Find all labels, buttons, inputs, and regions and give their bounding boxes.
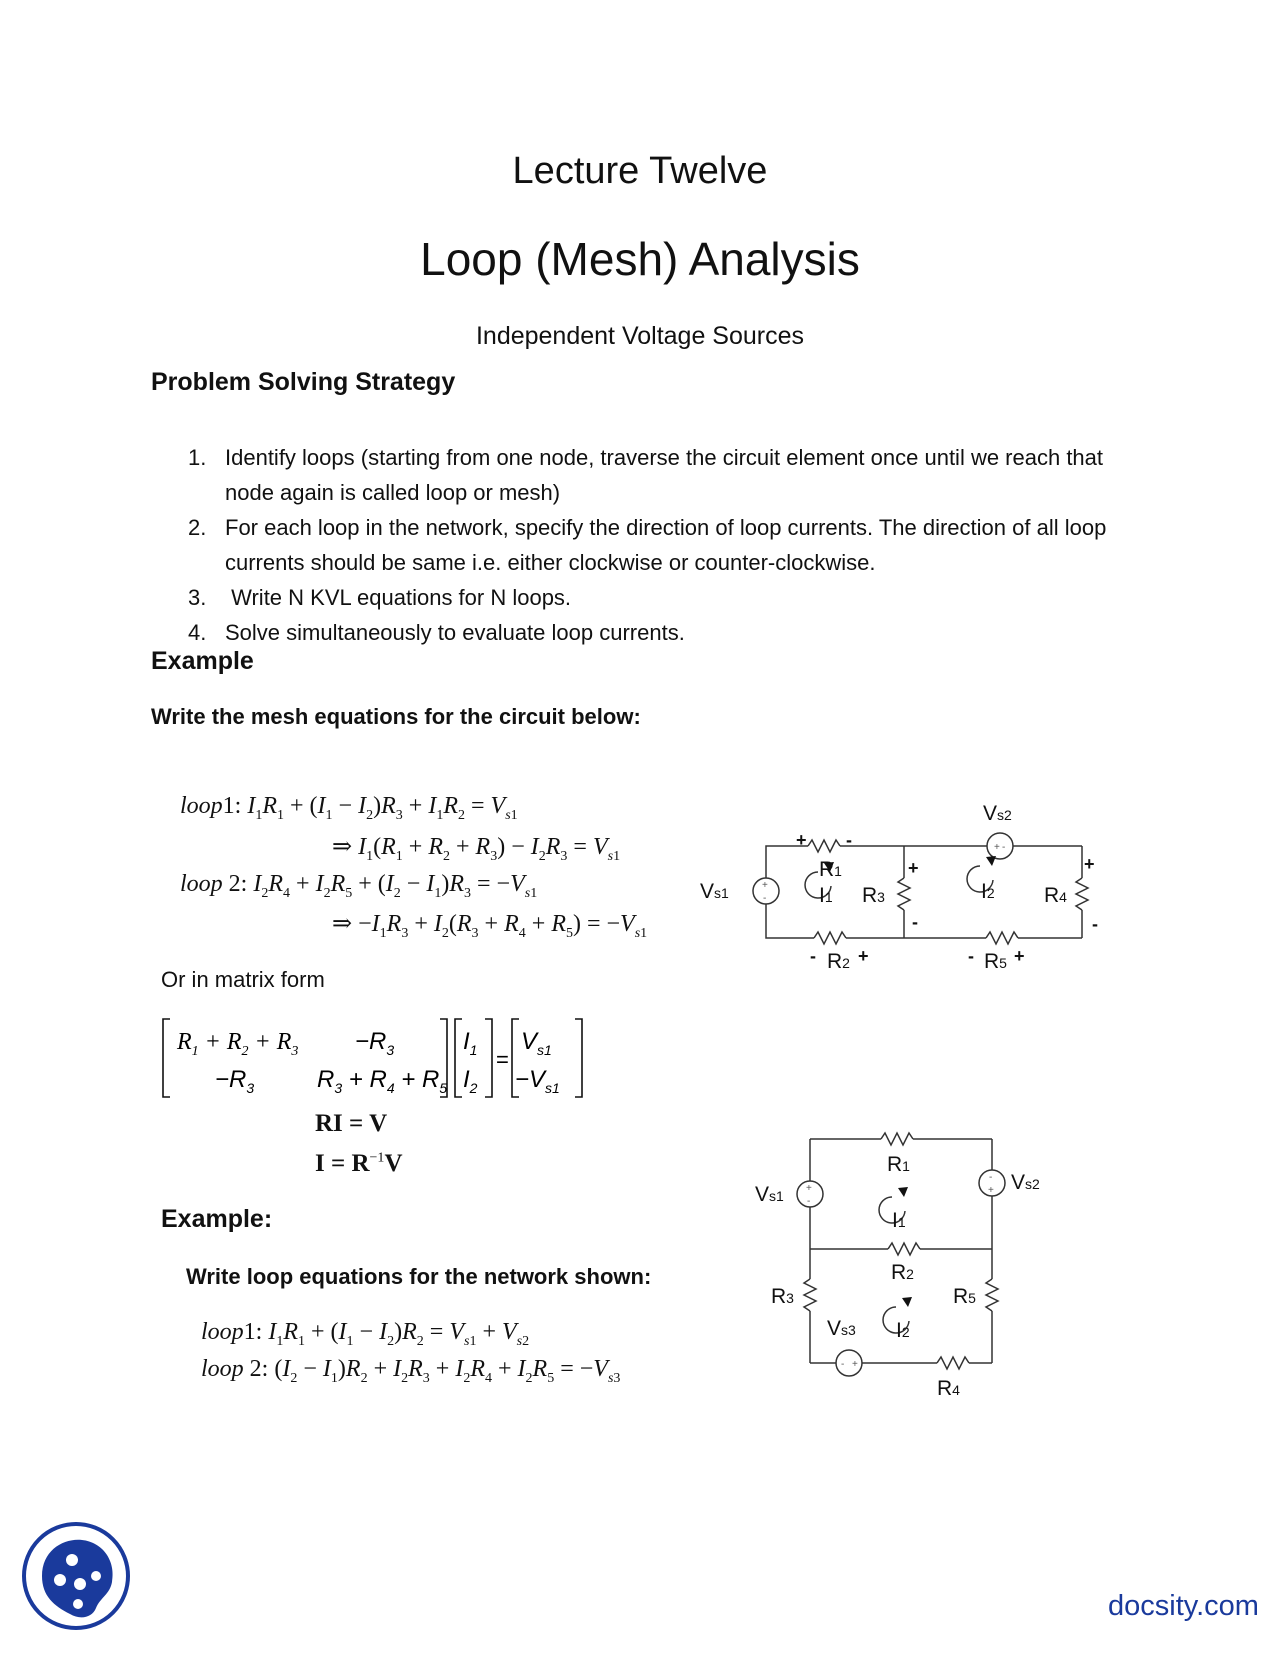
svg-text:−R3: $-R_3$ [215,1066,255,1096]
equation-i-inverse [315,1150,403,1178]
polarity-plus: + [858,946,869,966]
svg-text:R1 + R2 + R3: $R_1 + R_2 + R_3$ [177,1029,299,1059]
example-heading: Example [151,647,254,675]
label-r5: R5 [953,1285,976,1308]
step-text: Write N KVL equations for N loops. [225,585,572,610]
equation-i-inverse-end: V [384,1150,403,1177]
label-r4: R4 [1044,884,1067,907]
svg-text:-: - [841,1359,845,1370]
polarity-minus: - [912,912,918,932]
label-i2: I2 [981,880,995,903]
list-item [180,440,1110,510]
list-item [180,615,1110,650]
label-i1: I1 [819,884,833,907]
label-vs2: Vs2 [1011,1171,1040,1194]
mesh-equation-loop1-simplified: ⇒ $I_1(R_1 + R_2 + R_3) - I_2R_3 = V_{s1}$ [332,834,621,864]
svg-text:I2: $I_2$ [463,1066,478,1096]
example2-heading: Example: [161,1205,273,1233]
label-vs2: Vs2 [983,802,1012,825]
label-r2: R2 [827,950,850,973]
brand-link[interactable]: docsity.com [1108,1590,1259,1622]
resistor-r2 [814,932,846,944]
label-i1: I1 [892,1209,906,1232]
equation-i-inverse-main: I = R [315,1150,370,1177]
resistor-r5 [986,1279,998,1311]
mesh-equation-loop1: loop1: $I_1R_1 + (I_1 - I_2)R_3 + I_1R_2 = V_{s1}$ [180,793,518,823]
polarity-minus: - [810,946,816,966]
svg-text:-: - [763,893,767,904]
polarity-plus: + [1014,946,1025,966]
list-item [180,510,1110,580]
svg-text:-: - [1002,842,1006,853]
svg-text:-: - [989,1172,993,1183]
polarity-plus: + [796,830,807,850]
svg-text:Vs1: $V_{s1}$ [521,1028,552,1058]
svg-text:-: - [807,1196,811,1207]
resistor-r2 [888,1243,920,1255]
list-item [180,580,1110,615]
page-subtitle: Independent Voltage Sources [475,322,805,350]
svg-text:+: + [994,842,1000,853]
resistor-r3 [804,1279,816,1311]
label-vs3: Vs3 [827,1317,856,1340]
label-r1: R1 [887,1153,910,1176]
resistor-r3 [898,878,910,910]
example-prompt: Write the mesh equations for the circuit below: [151,704,641,729]
svg-text:+: + [988,1185,994,1196]
resistor-r4 [1076,878,1088,910]
polarity-minus: - [1092,914,1098,934]
page-title: Loop (Mesh) Analysis [420,233,860,285]
resistor-r1 [808,840,840,852]
docsity-logo-icon [20,1520,132,1632]
svg-text:R3 + R4 + R5: $R_3 + R_4 + R_5$ [317,1066,448,1096]
polarity-plus: + [908,858,919,878]
label-r2: R2 [891,1261,914,1284]
svg-text:−R3: $-R_3$ [355,1028,395,1058]
step-text: Identify loops (starting from one node, traverse the circuit element once until we reach that node again is called loop or mesh) [225,445,1104,505]
label-vs1: Vs1 [700,880,729,903]
step-number: 1. [188,445,207,470]
label-r1: R1 [819,858,842,881]
label-vs1: Vs1 [755,1183,784,1206]
label-r3: R3 [862,884,885,907]
svg-text:+: + [852,1359,858,1370]
step-number: 4. [188,620,207,645]
mesh-equation-loop2: loop 2: $I_2R_4 + I_2R_5 + (I_2 - I_1)R_3 = -V_{s1}$ [180,871,538,901]
svg-text:I1: $I_1$ [463,1028,478,1058]
label-r5: R5 [984,950,1007,973]
strategy-heading: Problem Solving Strategy [151,368,456,396]
mesh-equation-loop2-simplified: ⇒ $-I_1R_3 + I_2(R_3 + R_4 + R_5) = -V_{s1}$ [332,911,648,941]
polarity-minus: - [968,946,974,966]
voltage-source-vs3 [836,1350,862,1376]
svg-text:+: + [762,880,768,891]
step-number: 2. [188,515,207,540]
equation-ri-v: RI = V [315,1110,388,1137]
loop-equation-1: loop1: $I_1R_1 + (I_1 - I_2)R_2 = V_{s1} + V_{s2}$ [201,1319,530,1349]
example2-prompt: Write loop equations for the network shown: [186,1264,652,1289]
label-i2: I2 [896,1319,910,1342]
svg-text:+: + [806,1183,812,1194]
lecture-label: Lecture Twelve [512,150,768,192]
strategy-list [180,440,1110,650]
circuit-diagram-1 [700,790,1120,990]
equation-i-inverse-sup: −1 [369,1150,385,1166]
step-text: Solve simultaneously to evaluate loop currents. [225,620,685,645]
polarity-minus: - [846,830,852,850]
svg-text:−Vs1: $-V_{s1}$ [515,1066,560,1096]
matrix-intro: Or in matrix form [161,967,325,992]
step-number: 3. [188,585,207,610]
resistor-r5 [986,932,1018,944]
voltage-source-vs2 [987,833,1013,859]
label-r4: R4 [937,1377,960,1400]
polarity-plus: + [1084,854,1095,874]
circuit-diagram-2 [755,1125,1065,1405]
svg-text:=: = [496,1047,509,1072]
matrix-equation [155,1015,595,1101]
loop-equation-2: loop 2: $(I_2 - I_1)R_2 + I_2R_3 + I_2R_4 + I_2R_5 = -V_{s3}$ [201,1356,621,1386]
resistor-r4 [937,1357,969,1369]
resistor-r1 [881,1133,913,1145]
step-text: For each loop in the network, specify the direction of loop currents. The direction of all loop currents should be same i.e. either clockwise or counter-clockwise. [225,515,1107,575]
label-r3: R3 [771,1285,794,1308]
